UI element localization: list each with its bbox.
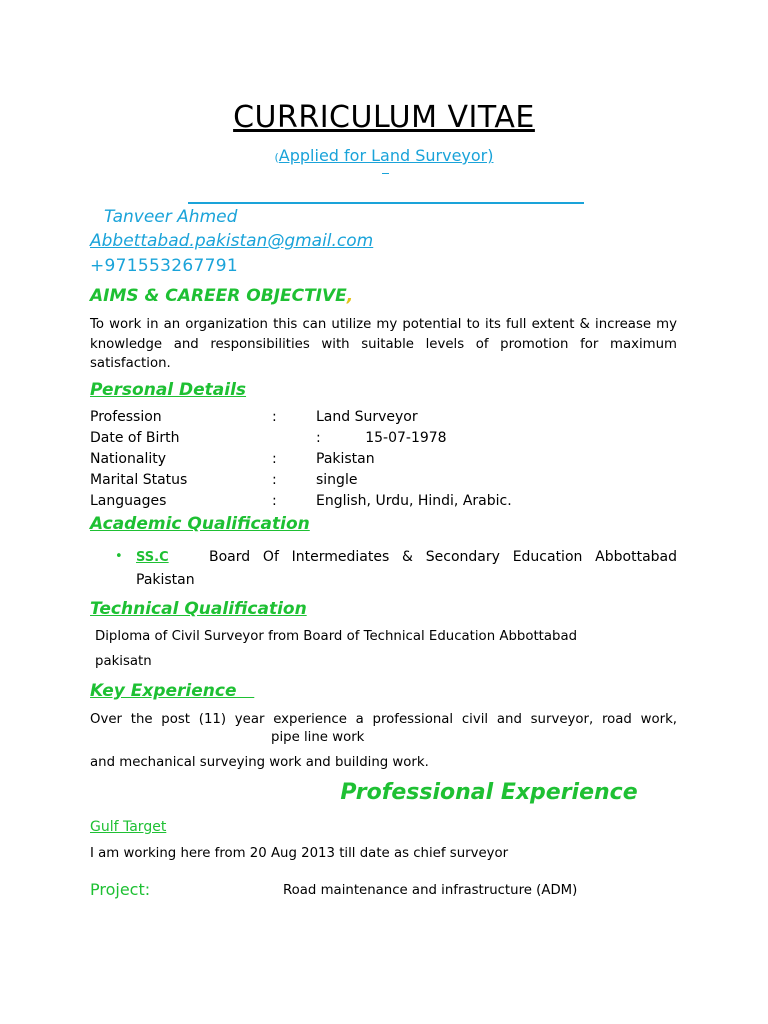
academic-heading: Academic Qualification [90,514,310,534]
technical-line: Diploma of Civil Surveyor from Board of Technical Education Abbottabad [95,629,578,644]
key-experience-heading [90,681,254,701]
key-experience-heading-text: Key Experience [90,681,237,701]
email-link[interactable]: Abbettabad.pakistan@gmail.com [90,231,374,251]
academic-board: Board Of Intermediates & Secondary Education Abbottabad [209,549,677,565]
personal-row [90,493,512,514]
personal-row [90,409,512,430]
aims-heading-text: AIMS & CAREER OBJECTIVE [90,286,347,306]
personal-label: Languages [90,493,167,509]
aims-text: To work in an organization this can utilize my potential to its full extent & increase my knowledge and responsibilities with suitable levels of promotion for maximum satisfaction. [90,317,677,371]
project-label: Project: [90,880,151,899]
personal-value: : 15-07-1978 [316,430,447,446]
personal-sep: : [272,409,277,425]
personal-row [90,451,512,472]
header-divider [188,202,584,204]
personal-sep [272,430,316,451]
personal-sep: : [272,451,277,467]
academic-country: Pakistan [136,572,195,588]
aims-heading-comma: , [346,286,354,306]
personal-label: Profession [90,409,162,425]
personal-value: Pakistan [316,451,375,467]
ssc-label: SS.C [136,550,169,565]
professional-experience-heading: Professional Experience [340,780,638,805]
key-experience-line: Over the post (11) year experience a professional civil and surveyor, road work, [90,712,677,727]
personal-label: Marital Status [90,472,188,488]
candidate-name: Tanveer Ahmed [104,207,238,227]
personal-details-table [90,409,512,514]
key-experience-line: and mechanical surveying work and building work. [90,755,429,770]
key-experience-line: pipe line work [271,730,365,745]
personal-value: English, Urdu, Hindi, Arabic. [316,493,512,509]
job-description: I am working here from 20 Aug 2013 till date as chief surveyor [90,846,509,861]
subtitle-text: Applied for Land Surveyor) [278,146,494,165]
personal-value: single [316,472,358,488]
project-value: Road maintenance and infrastructure (ADM) [283,883,578,898]
personal-label: Date of Birth [90,430,180,446]
aims-heading [90,286,353,306]
personal-row [90,472,512,493]
personal-value: Land Surveyor [316,409,418,425]
technical-heading: Technical Qualification [90,599,307,619]
bullet-icon: • [115,549,123,564]
phone-number: +971553267791 [90,256,238,276]
cv-subtitle [0,146,768,165]
company-name: Gulf Target [90,819,167,835]
technical-line: pakisatn [95,654,152,669]
key-experience-underline [237,681,255,701]
personal-row [90,430,512,451]
subtitle-paren: ( [274,151,279,164]
cv-title: CURRICULUM VITAE [233,100,535,135]
personal-label: Nationality [90,451,167,467]
personal-sep: : [272,493,277,509]
subtitle-dash [382,173,389,174]
personal-sep: : [272,472,277,488]
personal-details-heading: Personal Details [90,380,247,400]
